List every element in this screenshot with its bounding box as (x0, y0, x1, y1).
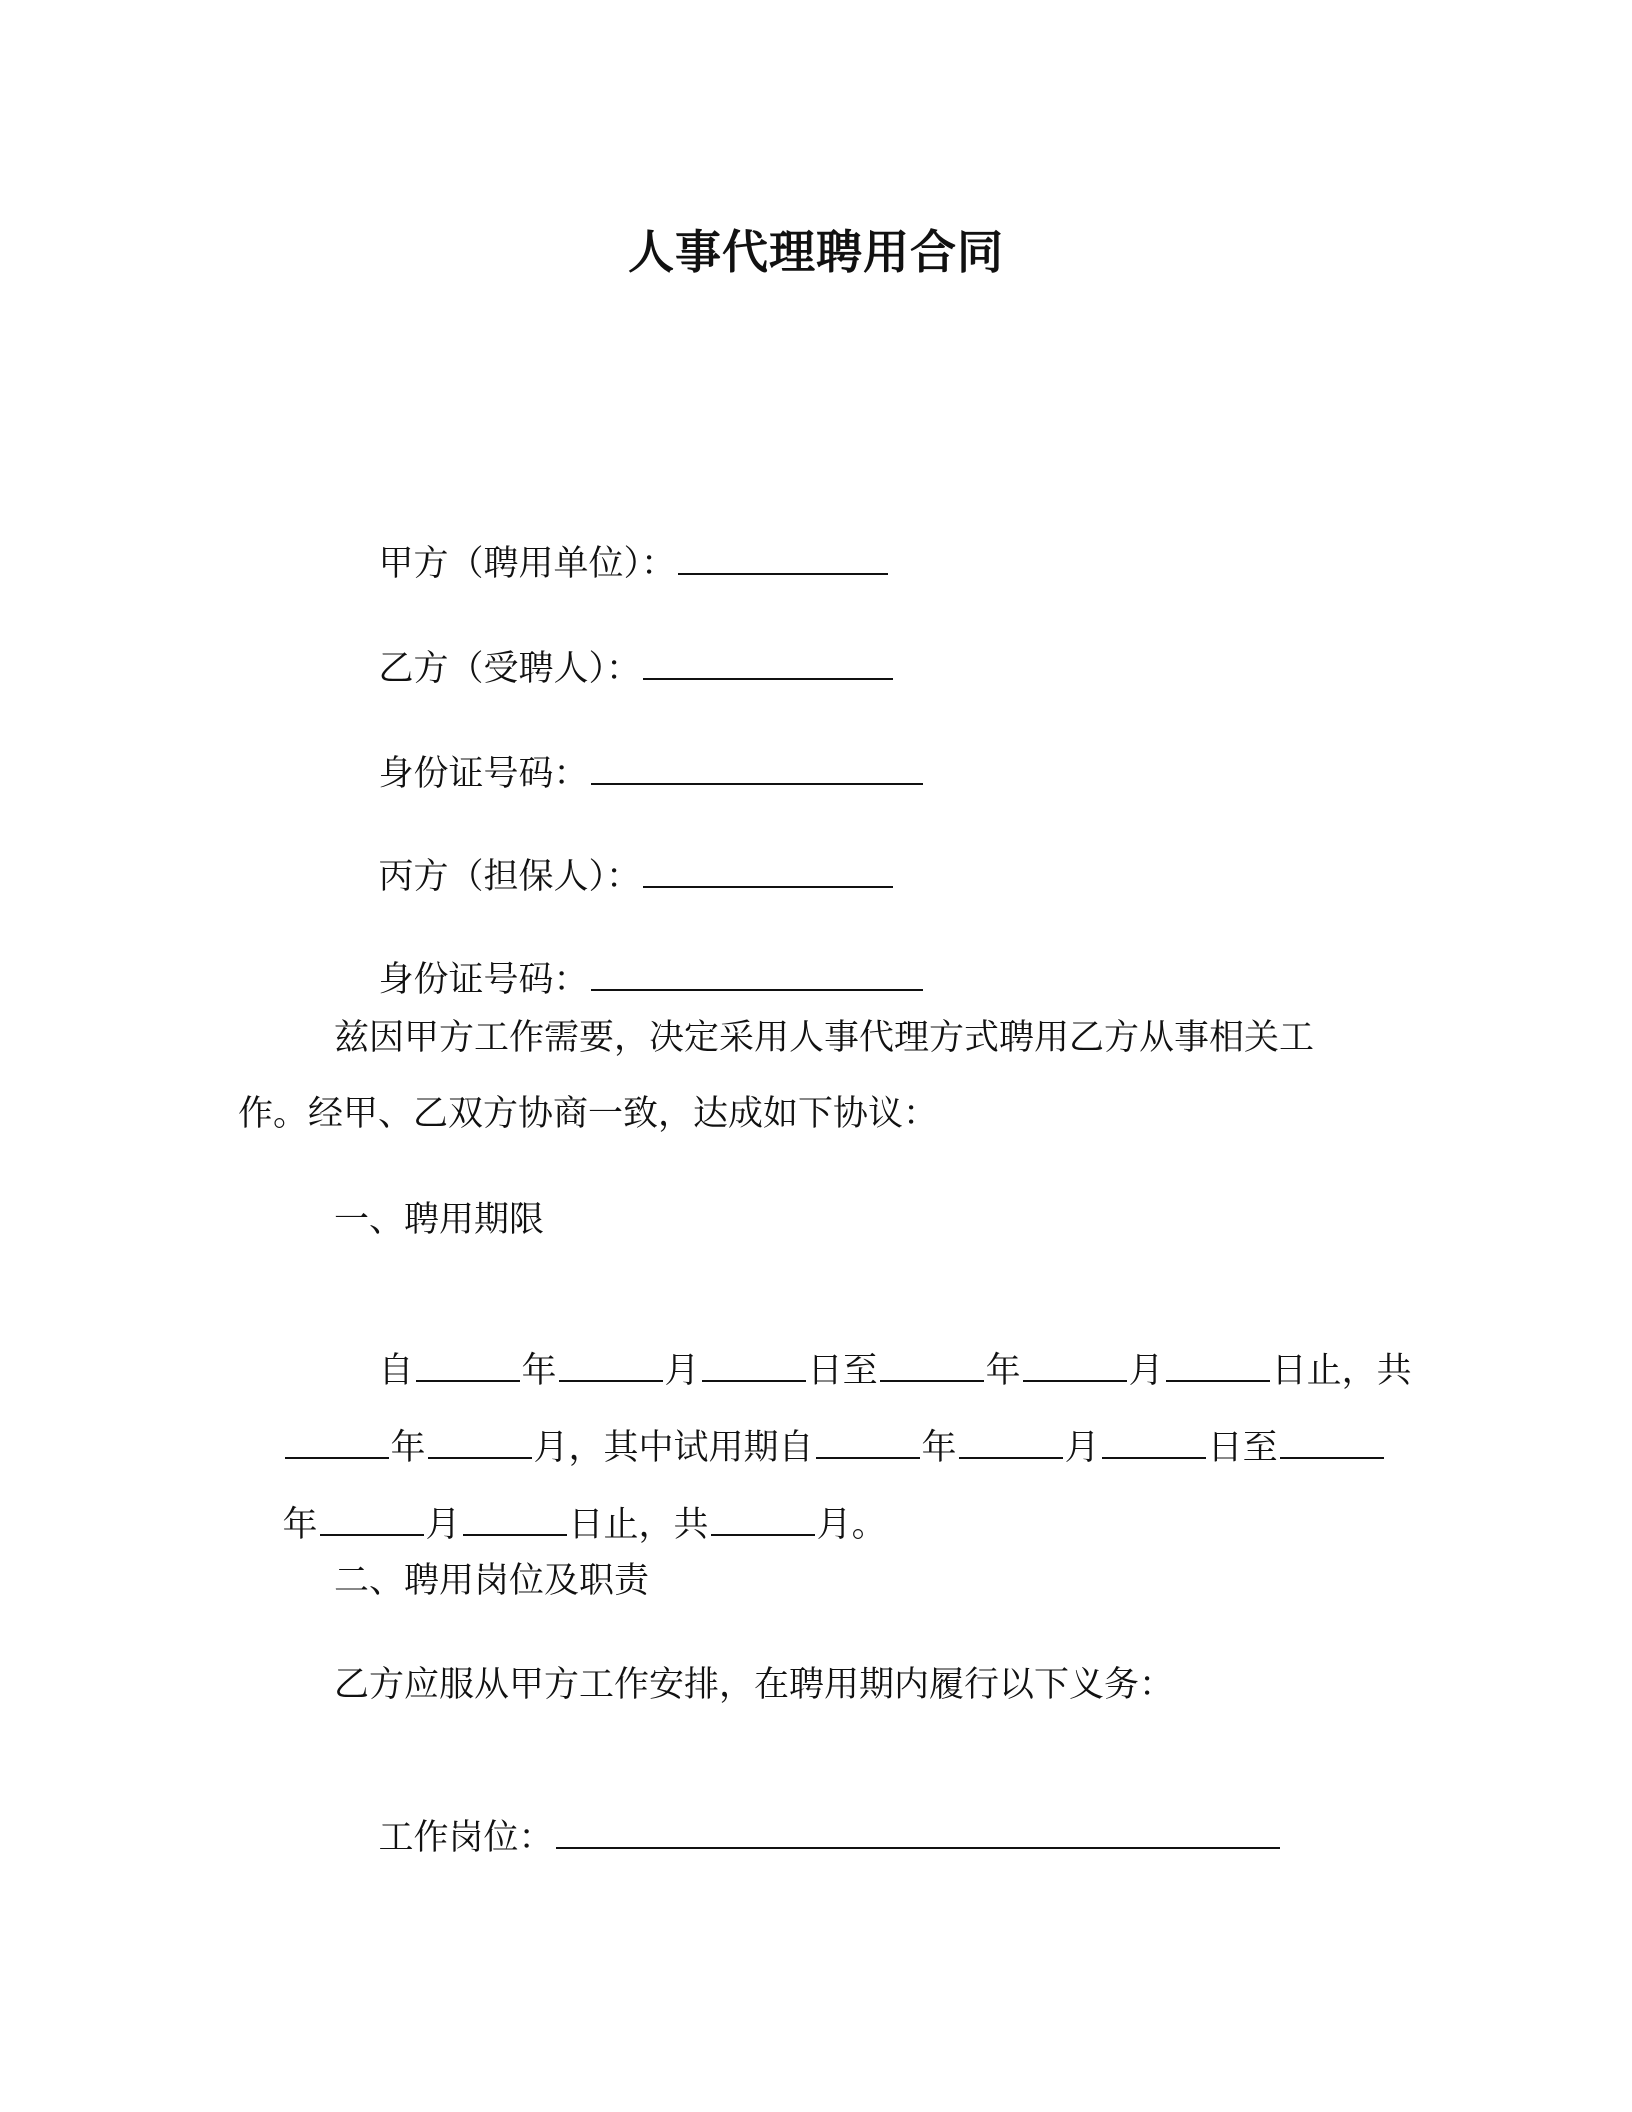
job-post-line (334, 1766, 1282, 1910)
party-b-label: 乙方（受聘人）： (378, 649, 642, 689)
intro-line-1: 兹因甲方工作需要，决定采用人事代理方式聘用乙方从事相关工 (334, 1018, 1315, 1058)
page-title: 人事代理聘用合同 (628, 225, 1004, 279)
term-word: 月，其中试用期自 (533, 1428, 814, 1468)
job-post-blank[interactable] (556, 1817, 1280, 1849)
term-word: 月 (425, 1505, 461, 1545)
intro-line-2: 作。经甲、乙双方协商一致，达成如下协议： (238, 1094, 939, 1134)
date-blank[interactable] (959, 1427, 1063, 1459)
party-c-id-blank[interactable] (591, 959, 923, 991)
party-c-label: 丙方（担保人）： (378, 857, 642, 897)
term-word: 年 (390, 1428, 426, 1468)
party-b-id-label: 身份证号码： (378, 754, 589, 794)
term-word: 年 (521, 1351, 557, 1391)
section2-heading: 二、聘用岗位及职责 (334, 1561, 650, 1601)
term-word: 月 (1064, 1428, 1100, 1468)
date-blank[interactable] (711, 1504, 815, 1536)
term-word: 日止，共 (1271, 1351, 1412, 1391)
duty-intro: 乙方应服从甲方工作安排，在聘用期内履行以下义务： (334, 1665, 1175, 1705)
term-word: 月 (1128, 1351, 1164, 1391)
party-c-blank[interactable] (643, 856, 893, 888)
term-word: 月 (664, 1351, 700, 1391)
term-word: 日至 (1207, 1428, 1278, 1468)
party-a-label: 甲方（聘用单位）： (378, 544, 677, 584)
term-word: 年 (921, 1428, 957, 1468)
date-blank[interactable] (1280, 1427, 1384, 1459)
party-c-id-label: 身份证号码： (378, 960, 589, 1000)
term-word: 自 (378, 1351, 414, 1391)
party-a-blank[interactable] (678, 543, 888, 575)
date-blank[interactable] (320, 1504, 424, 1536)
term-word: 月。 (816, 1505, 887, 1545)
term-word: 日止，共 (568, 1505, 709, 1545)
party-b-id-blank[interactable] (591, 753, 923, 785)
term-word: 日至 (807, 1351, 878, 1391)
date-blank[interactable] (463, 1504, 567, 1536)
party-b-blank[interactable] (643, 648, 893, 680)
job-post-label: 工作岗位： (378, 1818, 554, 1858)
section1-heading: 一、聘用期限 (334, 1200, 545, 1240)
term-word: 年 (985, 1351, 1021, 1391)
date-blank[interactable] (1102, 1427, 1206, 1459)
term-word: 年 (282, 1505, 318, 1545)
